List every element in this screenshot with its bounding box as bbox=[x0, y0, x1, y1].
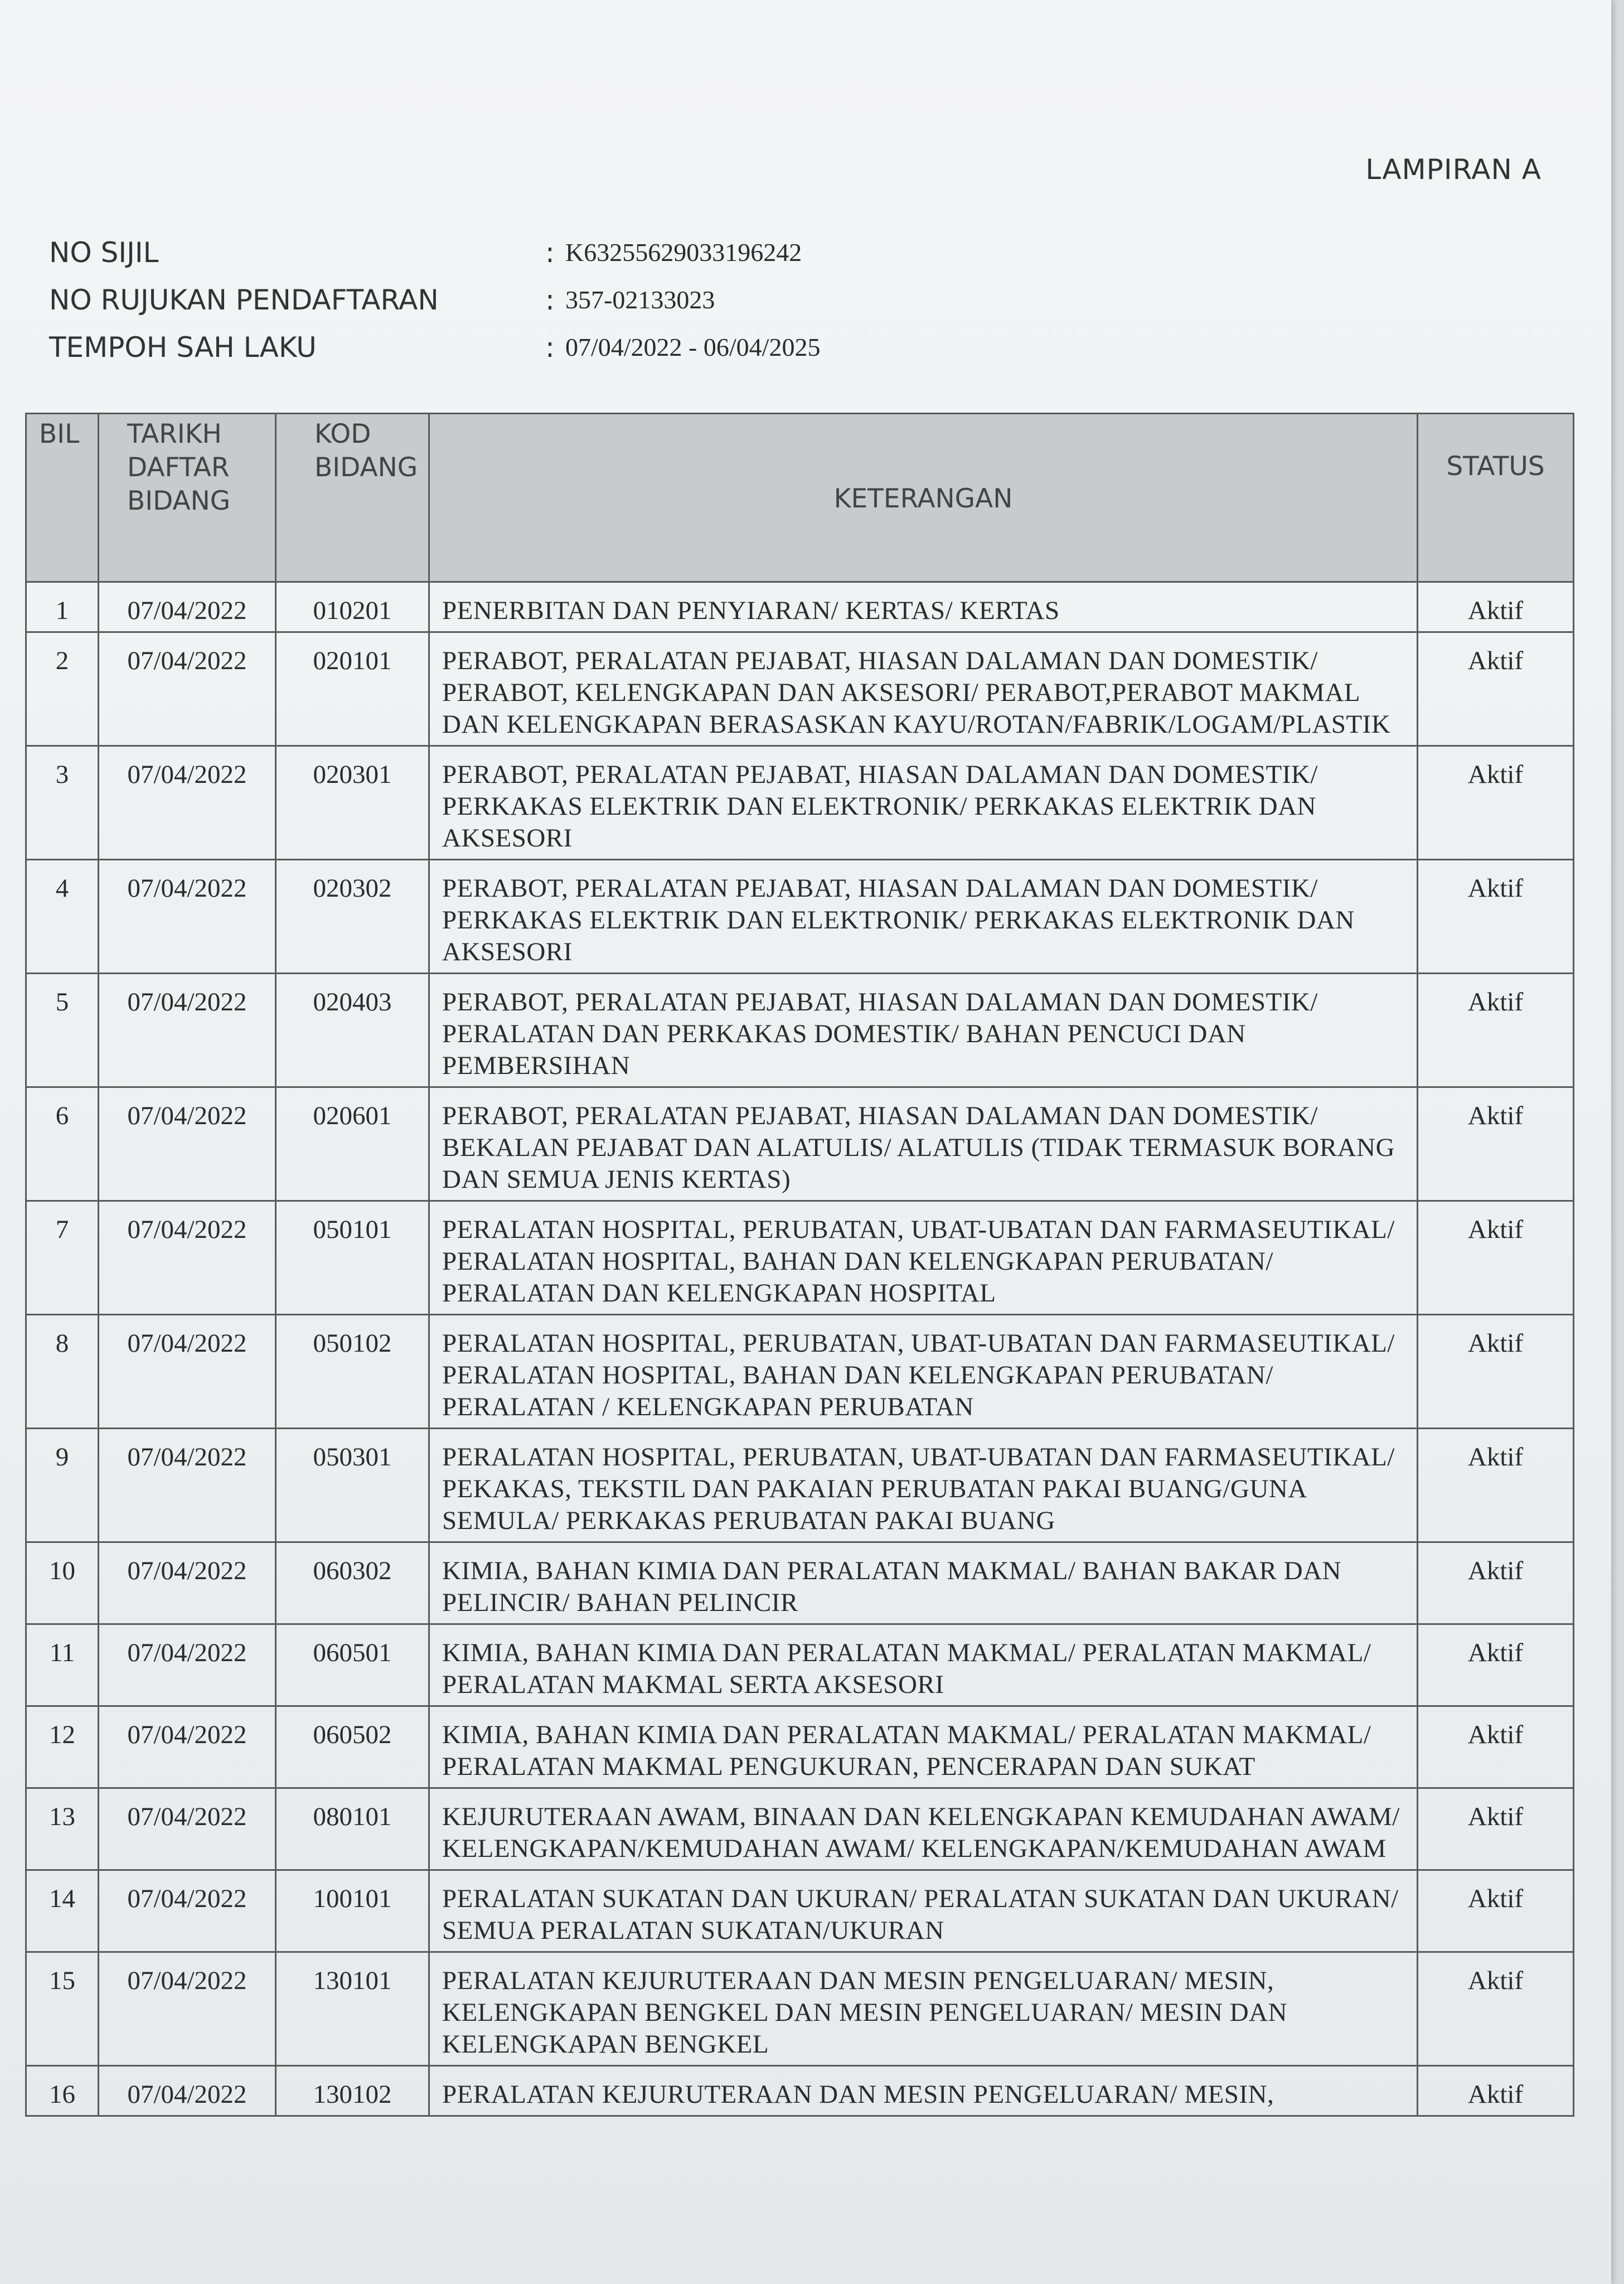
cell-keterangan: PERABOT, PERALATAN PEJABAT, HIASAN DALAMAN DAN DOMESTIK/ BEKALAN PEJABAT DAN ALATULIS/ ALATULIS (TIDAK TERMASUK BORANG DAN SEMUA JENIS KERTAS) bbox=[429, 1087, 1418, 1201]
cell-kod: 020101 bbox=[276, 632, 429, 746]
col-header-bil: BIL bbox=[26, 414, 99, 582]
cell-kod: 020403 bbox=[276, 974, 429, 1087]
cell-tarikh: 07/04/2022 bbox=[99, 1087, 276, 1201]
cell-tarikh: 07/04/2022 bbox=[99, 1201, 276, 1315]
cell-tarikh: 07/04/2022 bbox=[99, 1706, 276, 1788]
cell-status: Aktif bbox=[1418, 1788, 1574, 1870]
table-row bbox=[26, 746, 1574, 860]
cell-status: Aktif bbox=[1418, 974, 1574, 1087]
cell-tarikh: 07/04/2022 bbox=[99, 1788, 276, 1870]
cell-bil: 15 bbox=[26, 1952, 99, 2066]
cell-bil: 1 bbox=[26, 582, 99, 632]
cell-status: Aktif bbox=[1418, 1087, 1574, 1201]
cell-kod: 020601 bbox=[276, 1087, 429, 1201]
table-row bbox=[26, 2066, 1574, 2116]
cell-bil: 6 bbox=[26, 1087, 99, 1201]
table-row bbox=[26, 632, 1574, 746]
cell-bil: 5 bbox=[26, 974, 99, 1087]
cell-kod: 050101 bbox=[276, 1201, 429, 1315]
cell-kod: 080101 bbox=[276, 1788, 429, 1870]
cell-status: Aktif bbox=[1418, 860, 1574, 974]
meta-value: K63255629033196242 bbox=[565, 238, 802, 267]
meta-separator: : bbox=[545, 236, 555, 269]
cell-keterangan: PERALATAN KEJURUTERAAN DAN MESIN PENGELUARAN/ MESIN, bbox=[429, 2066, 1418, 2116]
cell-kod: 020301 bbox=[276, 746, 429, 860]
cell-kod: 130101 bbox=[276, 1952, 429, 2066]
cell-keterangan: PERABOT, PERALATAN PEJABAT, HIASAN DALAMAN DAN DOMESTIK/ PERKAKAS ELEKTRIK DAN ELEKTRONIK/ PERKAKAS ELEKTRONIK DAN AKSESORI bbox=[429, 860, 1418, 974]
table-row bbox=[26, 1624, 1574, 1706]
col-header-kod: KOD BIDANG bbox=[276, 414, 429, 582]
meta-value: 07/04/2022 - 06/04/2025 bbox=[565, 333, 821, 361]
bidang-table bbox=[25, 413, 1574, 2117]
cell-bil: 10 bbox=[26, 1542, 99, 1624]
cell-keterangan: PERABOT, PERALATAN PEJABAT, HIASAN DALAMAN DAN DOMESTIK/ PERKAKAS ELEKTRIK DAN ELEKTRONIK/ PERKAKAS ELEKTRIK DAN AKSESORI bbox=[429, 746, 1418, 860]
cell-status: Aktif bbox=[1418, 1952, 1574, 2066]
cell-keterangan: PERALATAN HOSPITAL, PERUBATAN, UBAT-UBATAN DAN FARMASEUTIKAL/ PEKAKAS, TEKSTIL DAN PAKAIAN PERUBATAN PAKAI BUANG/GUNA SEMULA/ PERKAKAS PERUBATAN PAKAI BUANG bbox=[429, 1429, 1418, 1542]
certificate-meta bbox=[49, 229, 1053, 371]
col-header-tarikh: TARIKH DAFTAR BIDANG bbox=[99, 414, 276, 582]
cell-keterangan: KIMIA, BAHAN KIMIA DAN PERALATAN MAKMAL/ BAHAN BAKAR DAN PELINCIR/ BAHAN PELINCIR bbox=[429, 1542, 1418, 1624]
cell-status: Aktif bbox=[1418, 1706, 1574, 1788]
cell-kod: 060501 bbox=[276, 1624, 429, 1706]
cell-bil: 2 bbox=[26, 632, 99, 746]
cell-status: Aktif bbox=[1418, 1315, 1574, 1429]
meta-label: TEMPOH SAH LAKU bbox=[49, 331, 317, 364]
cell-bil: 7 bbox=[26, 1201, 99, 1315]
cell-tarikh: 07/04/2022 bbox=[99, 1315, 276, 1429]
cell-status: Aktif bbox=[1418, 1429, 1574, 1542]
meta-row-no-sijil bbox=[49, 229, 1053, 276]
cell-tarikh: 07/04/2022 bbox=[99, 632, 276, 746]
cell-tarikh: 07/04/2022 bbox=[99, 2066, 276, 2116]
cell-kod: 060502 bbox=[276, 1706, 429, 1788]
col-header-status: STATUS bbox=[1418, 414, 1574, 582]
cell-tarikh: 07/04/2022 bbox=[99, 746, 276, 860]
meta-label: NO RUJUKAN PENDAFTARAN bbox=[49, 283, 439, 316]
cell-kod: 020302 bbox=[276, 860, 429, 974]
cell-bil: 14 bbox=[26, 1870, 99, 1952]
table-header-row bbox=[26, 414, 1574, 582]
table-row bbox=[26, 1542, 1574, 1624]
table-row bbox=[26, 860, 1574, 974]
cell-bil: 4 bbox=[26, 860, 99, 974]
cell-status: Aktif bbox=[1418, 746, 1574, 860]
cell-tarikh: 07/04/2022 bbox=[99, 860, 276, 974]
cell-tarikh: 07/04/2022 bbox=[99, 582, 276, 632]
cell-bil: 3 bbox=[26, 746, 99, 860]
cell-status: Aktif bbox=[1418, 2066, 1574, 2116]
meta-value: 357-02133023 bbox=[565, 286, 715, 314]
cell-tarikh: 07/04/2022 bbox=[99, 1429, 276, 1542]
table-row bbox=[26, 1952, 1574, 2066]
cell-status: Aktif bbox=[1418, 1624, 1574, 1706]
table-row bbox=[26, 1706, 1574, 1788]
cell-kod: 050301 bbox=[276, 1429, 429, 1542]
meta-row-tempoh bbox=[49, 323, 1053, 371]
cell-keterangan: PERALATAN HOSPITAL, PERUBATAN, UBAT-UBATAN DAN FARMASEUTIKAL/ PERALATAN HOSPITAL, BAHAN DAN KELENGKAPAN PERUBATAN/ PERALATAN / KELENGKAPAN PERUBATAN bbox=[429, 1315, 1418, 1429]
cell-status: Aktif bbox=[1418, 1542, 1574, 1624]
cell-bil: 9 bbox=[26, 1429, 99, 1542]
lampiran-label: LAMPIRAN A bbox=[1365, 153, 1541, 186]
cell-kod: 130102 bbox=[276, 2066, 429, 2116]
cell-tarikh: 07/04/2022 bbox=[99, 1952, 276, 2066]
meta-row-no-rujukan bbox=[49, 276, 1053, 323]
cell-status: Aktif bbox=[1418, 1870, 1574, 1952]
cell-kod: 050102 bbox=[276, 1315, 429, 1429]
table-row bbox=[26, 1087, 1574, 1201]
table-row bbox=[26, 1315, 1574, 1429]
cell-keterangan: PERALATAN SUKATAN DAN UKURAN/ PERALATAN SUKATAN DAN UKURAN/ SEMUA PERALATAN SUKATAN/UKURAN bbox=[429, 1870, 1418, 1952]
cell-bil: 11 bbox=[26, 1624, 99, 1706]
cell-tarikh: 07/04/2022 bbox=[99, 1624, 276, 1706]
cell-status: Aktif bbox=[1418, 582, 1574, 632]
cell-keterangan: KIMIA, BAHAN KIMIA DAN PERALATAN MAKMAL/ PERALATAN MAKMAL/ PERALATAN MAKMAL PENGUKURAN, PENCERAPAN DAN SUKAT bbox=[429, 1706, 1418, 1788]
meta-separator: : bbox=[545, 283, 555, 316]
table-row bbox=[26, 1201, 1574, 1315]
cell-status: Aktif bbox=[1418, 1201, 1574, 1315]
table-row bbox=[26, 1870, 1574, 1952]
cell-keterangan: KEJURUTERAAN AWAM, BINAAN DAN KELENGKAPAN KEMUDAHAN AWAM/ KELENGKAPAN/KEMUDAHAN AWAM/ KELENGKAPAN/KEMUDAHAN AWAM bbox=[429, 1788, 1418, 1870]
table-row bbox=[26, 1788, 1574, 1870]
cell-keterangan: PERALATAN KEJURUTERAAN DAN MESIN PENGELUARAN/ MESIN, KELENGKAPAN BENGKEL DAN MESIN PENGELUARAN/ MESIN DAN KELENGKAPAN BENGKEL bbox=[429, 1952, 1418, 2066]
meta-separator: : bbox=[545, 331, 555, 364]
cell-bil: 16 bbox=[26, 2066, 99, 2116]
cell-bil: 12 bbox=[26, 1706, 99, 1788]
meta-label: NO SIJIL bbox=[49, 236, 159, 269]
cell-status: Aktif bbox=[1418, 632, 1574, 746]
cell-kod: 100101 bbox=[276, 1870, 429, 1952]
cell-keterangan: PERALATAN HOSPITAL, PERUBATAN, UBAT-UBATAN DAN FARMASEUTIKAL/ PERALATAN HOSPITAL, BAHAN DAN KELENGKAPAN PERUBATAN/ PERALATAN DAN KELENGKAPAN HOSPITAL bbox=[429, 1201, 1418, 1315]
cell-bil: 13 bbox=[26, 1788, 99, 1870]
col-header-keterangan: KETERANGAN bbox=[429, 414, 1418, 582]
cell-keterangan: PERABOT, PERALATAN PEJABAT, HIASAN DALAMAN DAN DOMESTIK/ PERALATAN DAN PERKAKAS DOMESTIK/ BAHAN PENCUCI DAN PEMBERSIHAN bbox=[429, 974, 1418, 1087]
cell-tarikh: 07/04/2022 bbox=[99, 974, 276, 1087]
cell-tarikh: 07/04/2022 bbox=[99, 1870, 276, 1952]
table-row bbox=[26, 1429, 1574, 1542]
cell-keterangan: KIMIA, BAHAN KIMIA DAN PERALATAN MAKMAL/ PERALATAN MAKMAL/ PERALATAN MAKMAL SERTA AKSESORI bbox=[429, 1624, 1418, 1706]
table-row bbox=[26, 974, 1574, 1087]
cell-tarikh: 07/04/2022 bbox=[99, 1542, 276, 1624]
cell-keterangan: PERABOT, PERALATAN PEJABAT, HIASAN DALAMAN DAN DOMESTIK/ PERABOT, KELENGKAPAN DAN AKSESORI/ PERABOT,PERABOT MAKMAL DAN KELENGKAPAN BERASASKAN KAYU/ROTAN/FABRIK/LOGAM/PLASTIK bbox=[429, 632, 1418, 746]
table-row bbox=[26, 582, 1574, 632]
cell-kod: 010201 bbox=[276, 582, 429, 632]
cell-keterangan: PENERBITAN DAN PENYIARAN/ KERTAS/ KERTAS bbox=[429, 582, 1418, 632]
cell-bil: 8 bbox=[26, 1315, 99, 1429]
cell-kod: 060302 bbox=[276, 1542, 429, 1624]
